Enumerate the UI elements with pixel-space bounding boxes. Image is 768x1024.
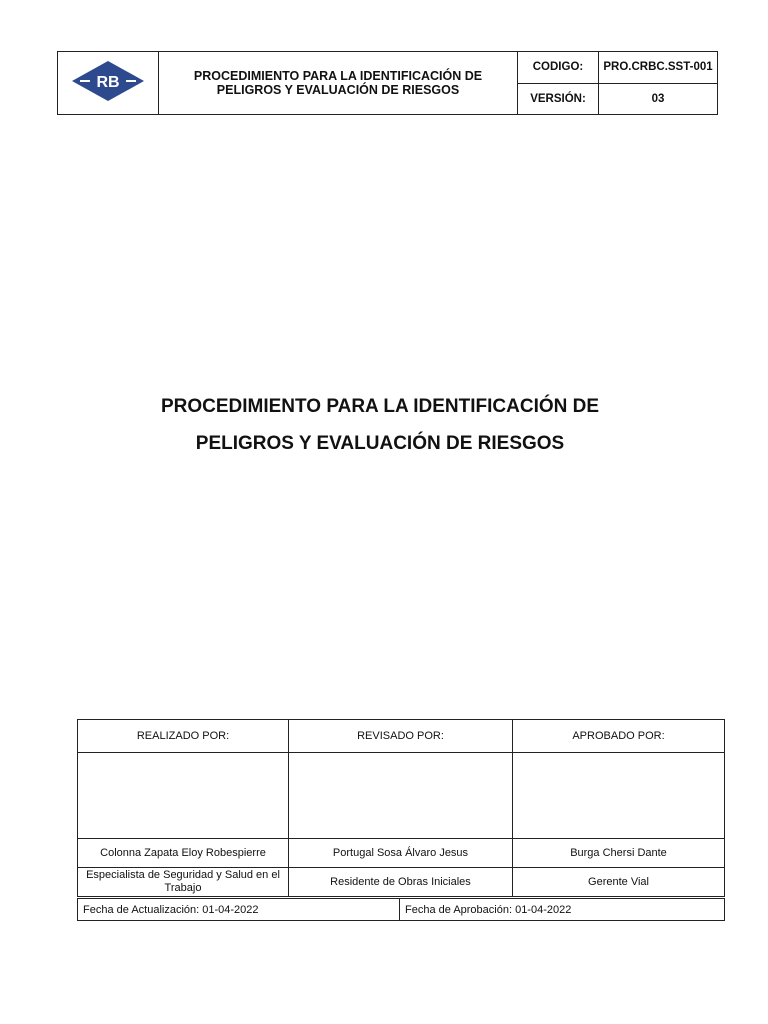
header-title-line1: PROCEDIMIENTO PARA LA IDENTIFICACIÓN DE — [193, 69, 483, 83]
signature-box-aprobado — [513, 753, 725, 839]
version-value: 03 — [599, 83, 718, 115]
signature-box-realizado — [78, 753, 289, 839]
document-title-line2: PELIGROS Y EVALUACIÓN DE RIESGOS — [195, 433, 565, 454]
approval-date: Fecha de Aprobación: 01-04-2022 — [400, 899, 725, 921]
update-date: Fecha de Actualización: 01-04-2022 — [78, 899, 400, 921]
position-realizado: Especialista de Seguridad y Salud en el Trabajo — [78, 868, 289, 897]
signature-box-revisado — [289, 753, 513, 839]
version-label: VERSIÓN: — [518, 83, 599, 115]
position-aprobado: Gerente Vial — [513, 868, 725, 897]
logo-cell — [58, 52, 159, 115]
header-title — [159, 52, 518, 115]
document-header — [57, 51, 718, 115]
name-realizado: Colonna Zapata Eloy Robespierre — [78, 839, 289, 868]
code-label: CODIGO: — [518, 52, 599, 84]
dates-table — [77, 898, 725, 921]
signature-table — [77, 719, 725, 897]
logo-text: RB — [96, 73, 120, 91]
position-revisado: Residente de Obras Iniciales — [289, 868, 513, 897]
header-title-line2: PELIGROS Y EVALUACIÓN DE RIESGOS — [216, 83, 460, 97]
header-revisado: REVISADO POR: — [289, 720, 513, 753]
company-logo — [70, 59, 146, 103]
document-title — [80, 388, 680, 462]
header-realizado: REALIZADO POR: — [78, 720, 289, 753]
name-revisado: Portugal Sosa Álvaro Jesus — [289, 839, 513, 868]
name-aprobado: Burga Chersi Dante — [513, 839, 725, 868]
document-title-line1: PROCEDIMIENTO PARA LA IDENTIFICACIÓN DE — [160, 396, 600, 417]
code-value: PRO.CRBC.SST-001 — [599, 52, 718, 84]
header-aprobado: APROBADO POR: — [513, 720, 725, 753]
